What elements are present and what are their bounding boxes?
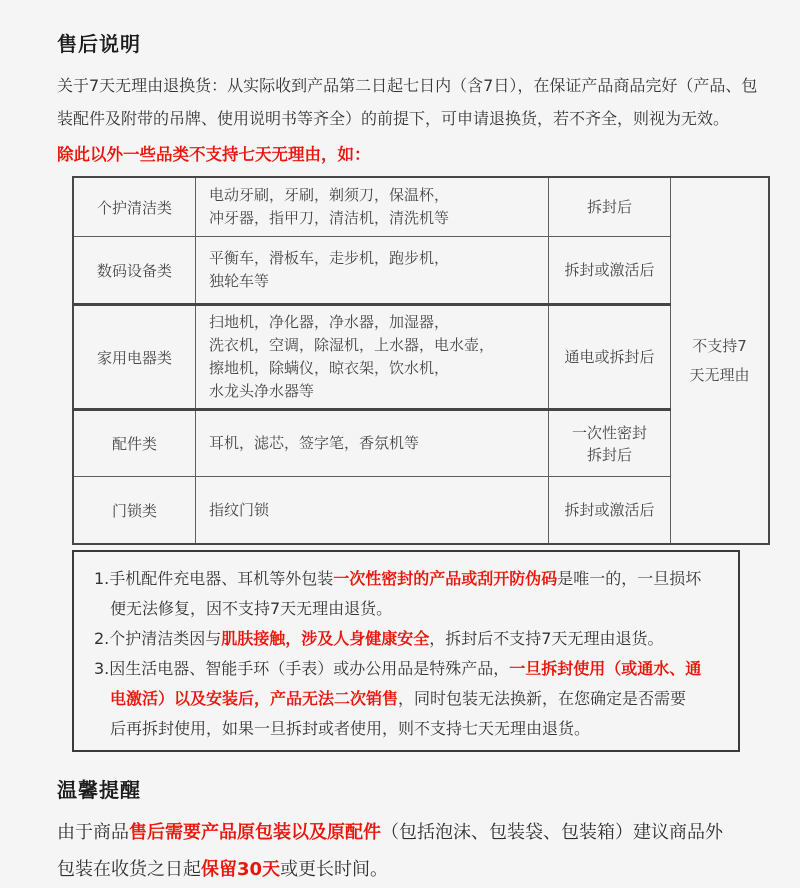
note-text: 1.手机配件充电器、耳机等外包装 [94, 569, 334, 588]
items-line: 指纹门锁 [209, 500, 270, 519]
items-line: 扫地机，净化器，净水器，加湿器， [209, 313, 450, 331]
condition-line: 拆封或激活后 [564, 501, 655, 519]
condition-line: 通电或拆封后 [564, 348, 655, 366]
page-title: 售后说明 [57, 32, 141, 56]
items-line: 冲牙器，指甲刀，清洁机，清洗机等 [209, 209, 450, 227]
items-line: 电动牙刷，牙刷，剃须刀，保温杯， [209, 186, 450, 204]
reminder-text: 或更长时间。 [280, 859, 389, 880]
condition-line: 拆封或激活后 [564, 261, 655, 279]
category-cell: 个护清洁类 [73, 177, 196, 237]
items-cell [196, 305, 549, 410]
note-text: ，拆封后不支持7天无理由退货。 [429, 629, 664, 648]
category-cell: 配件类 [73, 410, 196, 477]
condition-cell [549, 305, 671, 410]
table-row [73, 237, 769, 305]
note-item [94, 654, 702, 744]
items-cell [196, 477, 549, 545]
note-text-highlight: 一次性密封的产品或刮开防伪码 [333, 569, 558, 588]
table-row [73, 305, 769, 410]
category-cell: 数码设备类 [73, 237, 196, 305]
items-line: 耳机，滤芯，签字笔，香氛机等 [209, 434, 420, 452]
condition-cell [549, 477, 671, 545]
note-text: ，同时包装无法换新，在您确定是否需要后再拆封使用，如果一旦拆封或者使用，则不支持七天无理由退货。 [110, 689, 687, 738]
table-row [73, 177, 769, 237]
condition-line: 一次性密封 [571, 423, 647, 442]
note-text-highlight: 一旦拆封使用（或通水、通电激活）以及安装后，产品无法二次销售 [110, 659, 702, 708]
category-cell: 家用电器类 [73, 305, 196, 410]
items-cell [196, 410, 549, 477]
items-cell [196, 177, 549, 237]
items-line: 洗衣机，空调，除湿机，上水器，电水壶， [209, 336, 495, 354]
condition-cell [549, 410, 671, 477]
intro-paragraph: 关于7天无理由退换货：从实际收到产品第二日起七日内（含7日），在保证产品商品完好（产品、包装配件及附带的吊牌、使用说明书等齐全）的前提下，可申请退换货，若不齐全，则视为无效。 [57, 76, 758, 128]
note-item [94, 624, 702, 654]
reminder-text-highlight: 售后需要产品原包装以及原配件 [129, 822, 381, 843]
items-line: 水龙头净水器等 [209, 382, 315, 400]
condition-line: 拆封后 [586, 198, 632, 216]
no-return-line: 天无理由 [689, 365, 750, 384]
items-line: 擦地机，除螨仪，晾衣架，饮水机， [209, 359, 450, 377]
items-line: 平衡车，滑板车，走步机，跑步机， [209, 249, 450, 267]
reminder-paragraph [57, 814, 737, 888]
condition-cell [549, 237, 671, 305]
return-policy-table-body [73, 177, 769, 544]
items-cell [196, 237, 549, 305]
table-row [73, 477, 769, 545]
category-cell: 门锁类 [73, 477, 196, 545]
return-policy-table [72, 176, 770, 545]
reminder-text: 由于商品 [57, 822, 129, 843]
reminder-title: 温馨提醒 [57, 778, 141, 802]
intro-highlight-line: 除此以外一些品类不支持七天无理由，如： [57, 145, 371, 164]
note-text: 是唯一的，一旦损坏便无法修复，因不支持7天无理由退货。 [110, 569, 702, 618]
notes-box [72, 550, 740, 752]
condition-line: 拆封后 [586, 445, 632, 464]
items-line: 独轮车等 [209, 272, 270, 290]
no-return-line: 不支持7 [692, 336, 747, 355]
no-return-span-cell [671, 177, 770, 544]
reminder-text-highlight: 保留30天 [201, 859, 281, 880]
reminder-text: （包括泡沫、包装袋、包装箱）建议商品外包装在收货之日起 [57, 822, 723, 880]
condition-cell [549, 177, 671, 237]
note-item [94, 564, 702, 624]
note-text: 3.因生活电器、智能手环（手表）或办公用品是特殊产品， [94, 659, 510, 678]
note-text: 2.个护清洁类因与 [94, 629, 222, 648]
table-row [73, 410, 769, 477]
note-text-highlight: 肌肤接触，涉及人身健康安全 [221, 629, 430, 648]
